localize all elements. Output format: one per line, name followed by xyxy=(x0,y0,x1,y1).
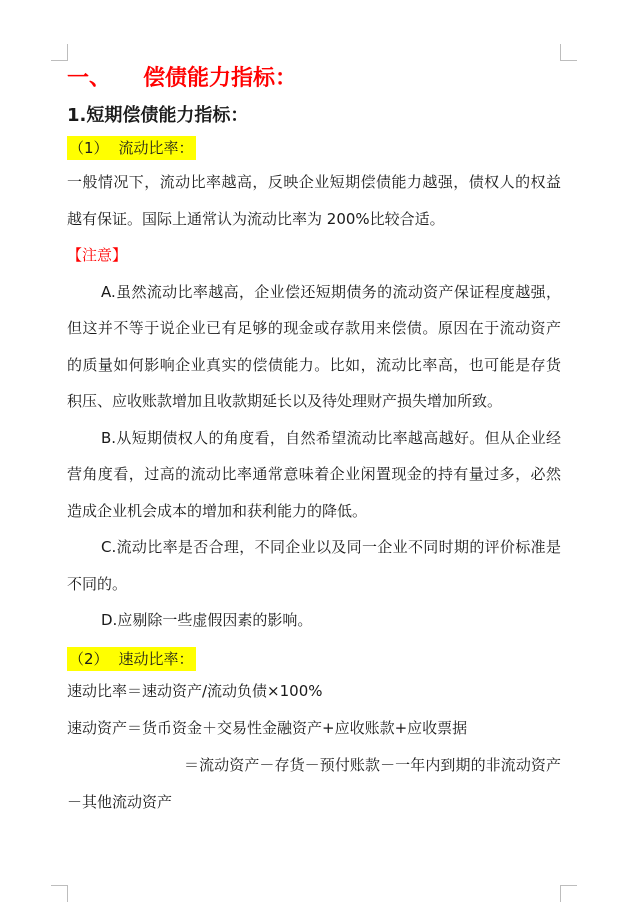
section-1-heading xyxy=(67,136,196,160)
note-paragraph-a: A.虽然流动比率越高，企业偿还短期债务的流动资产保证程度越强，但这并不等于说企业已有足够的现金或存款用来偿债。原因在于流动资产的质量如何影响企业真实的偿债能力。比如，流动比率高，也可能是存货积压、应收账款增加且收款期延长以及待处理财产损失增加所致。 xyxy=(67,282,561,410)
page-corner-mark-top-left xyxy=(51,44,68,61)
formula-quick-assets-alternative: ＝流动资产－存货－预付账款－一年内到期的非流动资产－其他流动资产 xyxy=(67,755,561,811)
heading-1-number: 一、 xyxy=(67,66,112,91)
section-2-number: （2） xyxy=(69,649,109,668)
note-paragraph-b: B.从短期债权人的角度看，自然希望流动比率越高越好。但从企业经营角度看，过高的流动比率通常意味着企业闲置现金的持有量过多，必然造成企业机会成本的增加和获利能力的降低。 xyxy=(67,428,561,520)
section-1-title: 流动比率： xyxy=(118,139,194,157)
document-body xyxy=(67,58,561,821)
page-corner-mark-top-right xyxy=(560,44,577,61)
heading-1-title: 偿债能力指标： xyxy=(143,66,298,91)
intro-paragraph: 一般情况下，流动比率越高，反映企业短期偿债能力越强，债权人的权益越有保证。国际上通常认为流动比率为 200%比较合适。 xyxy=(67,173,561,228)
formula-quick-assets: 速动资产＝货币资金＋交易性金融资产+应收账款+应收票据 xyxy=(67,718,468,737)
note-paragraph-c: C.流动比率是否合理，不同企业以及同一企业不同时期的评价标准是不同的。 xyxy=(67,538,561,593)
note-paragraph-d: D.应剔除一些虚假因素的影响。 xyxy=(101,611,313,629)
formula-quick-ratio: 速动比率＝速动资产/流动负债×100% xyxy=(67,681,323,700)
page-corner-mark-bottom-left xyxy=(51,885,68,902)
heading-2: 1.短期偿债能力指标： xyxy=(67,105,249,126)
note-label: 【注意】 xyxy=(67,246,128,264)
page-corner-mark-bottom-right xyxy=(560,885,577,902)
heading-1 xyxy=(67,64,561,94)
section-2-title: 速动比率： xyxy=(118,649,194,668)
section-1-number: （1） xyxy=(69,139,109,157)
section-2-heading xyxy=(67,647,196,671)
